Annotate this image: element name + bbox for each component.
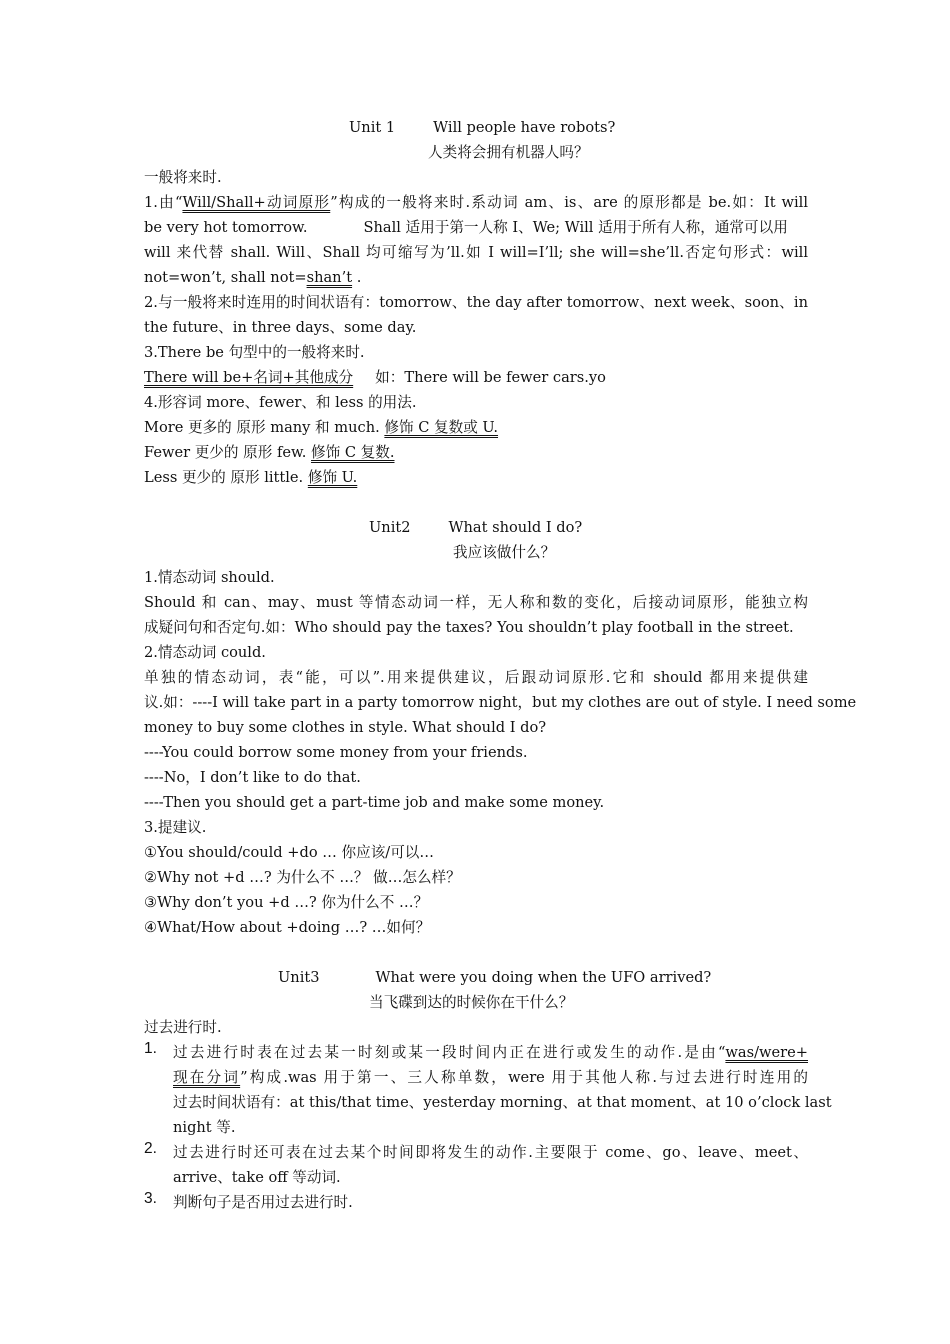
spacer [144, 490, 808, 515]
unit1-p3-line2: There will be+名词+其他成分 如：There will be fewer cars.yo [144, 369, 606, 386]
unit1-p1-underline: Will/Shall+动词原形 [182, 194, 331, 211]
unit3-list-item-1: 1. 过去进行时表在过去某一时刻或某一段时间内正在进行或发生的动作.是由“was/were+ 现在分词”构成.was 用于第一、三人称单数，were 用于其他人称.与过去进行时连用的 过去时间状语有：at this/that time、yesterday morning、at that moment、at 10 o’clock last night 等. [144, 1040, 832, 1136]
unit2-s2-line2: 议.如：----I will take part in a party tomorrow night，but my clothes are out of style. I need some [144, 694, 857, 711]
unit1-subtitle: 人类将会拥有机器人吗？ [428, 144, 589, 161]
unit2-suggestion-4: ④What/How about +doing …? …如何？ [144, 919, 431, 936]
unit2-s2-line3: money to buy some clothes in style. What should I do? [144, 719, 547, 736]
unit2-dialog-3: ----Then you should get a part-time job and make some money. [144, 794, 605, 811]
document-page [144, 115, 857, 1215]
unit2-title: What should I do? [448, 519, 583, 536]
unit1-heading [144, 115, 808, 140]
unit3-subtitle: 当飞碟到达的时候你在干什么？ [369, 994, 574, 1011]
unit1-less-line: Less 更少的 原形 little. 修饰 U. [144, 469, 358, 486]
unit2-s1-line1: Should 和 can、may、must 等情态动词一样，无人称和数的变化，后接动词原形，能独立构 [144, 594, 808, 611]
unit2-s1-line2: 成疑问句和否定句.如：Who should pay the taxes? You shouldn’t play football in the street. [144, 619, 794, 636]
unit3-list-item-2: 2. 过去进行时还可表在过去某个时间即将发生的动作.主要限于 come、go、leave、meet、 arrive、take off 等动词. [144, 1140, 808, 1186]
unit1-p1-line1: 1.由“Will/Shall+动词原形”构成的一般将来时.系动词 am、is、are 的原形都是 be.如：It will [144, 194, 808, 211]
unit1-p4-line1: 4.形容词 more、fewer、和 less 的用法. [144, 394, 417, 411]
unit1-more-line: More 更多的 原形 many 和 much. 修饰 C 复数或 U. [144, 419, 499, 436]
unit2-subtitle: 我应该做什么？ [453, 544, 556, 561]
unit2-suggestion-2: ②Why not +d …? 为什么不 …？ 做…怎么样？ [144, 869, 461, 886]
spacer [144, 940, 808, 965]
unit1-intro: 一般将来时. [144, 169, 222, 186]
unit2-heading [144, 515, 808, 540]
unit2-suggestion-3: ③Why don’t you +d …? 你为什么不 …？ [144, 894, 429, 911]
unit1-p1-line4: not=won’t, shall not=shan’t . [144, 269, 362, 286]
unit3-list-item-3: 3. 判断句子是否用过去进行时. [144, 1190, 353, 1211]
unit3-heading [144, 965, 808, 990]
unit1-p3-line1: 3.There be 句型中的一般将来时. [144, 344, 365, 361]
unit1-p2-line2: the future、in three days、some day. [144, 319, 417, 336]
unit2-s1: 1.情态动词 should. [144, 569, 275, 586]
unit2-s2: 2.情态动词 could. [144, 644, 266, 661]
unit1-label: Unit 1 [349, 119, 396, 136]
unit2-s3: 3.提建议. [144, 819, 207, 836]
unit1-title: Will people have robots? [433, 119, 616, 136]
unit2-suggestion-1: ①You should/could +do … 你应该/可以… [144, 844, 434, 861]
unit2-dialog-2: ----No，I don’t like to do that. [144, 769, 361, 786]
list-number: 2. [144, 1140, 157, 1157]
unit1-fewer-line: Fewer 更少的 原形 few. 修饰 C 复数. [144, 444, 395, 461]
list-number: 3. [144, 1190, 157, 1207]
unit3-title: What were you doing when the UFO arrived? [375, 969, 712, 986]
unit1-p1-line3: will 来代替 shall. Will、Shall 均可缩写为’ll.如 I will=I’ll; she will=she’ll.否定句形式：will [144, 244, 808, 261]
unit3-label: Unit3 [278, 969, 320, 986]
unit1-p2-line1: 2.与一般将来时连用的时间状语有：tomorrow、the day after tomorrow、next week、soon、in [144, 294, 808, 311]
unit2-dialog-1: ----You could borrow some money from your friends. [144, 744, 528, 761]
unit3-intro: 过去进行时. [144, 1019, 222, 1036]
unit2-s2-line1: 单独的情态动词，表“能，可以”.用来提供建议，后跟动词原形.它和 should 都用来提供建 [144, 669, 808, 686]
unit1-p1-line2: be very hot tomorrow. Shall 适用于第一人称 I、We; Will 适用于所有人称，通常可以用 [144, 219, 788, 236]
list-number: 1. [144, 1040, 157, 1057]
unit2-label: Unit2 [369, 519, 411, 536]
